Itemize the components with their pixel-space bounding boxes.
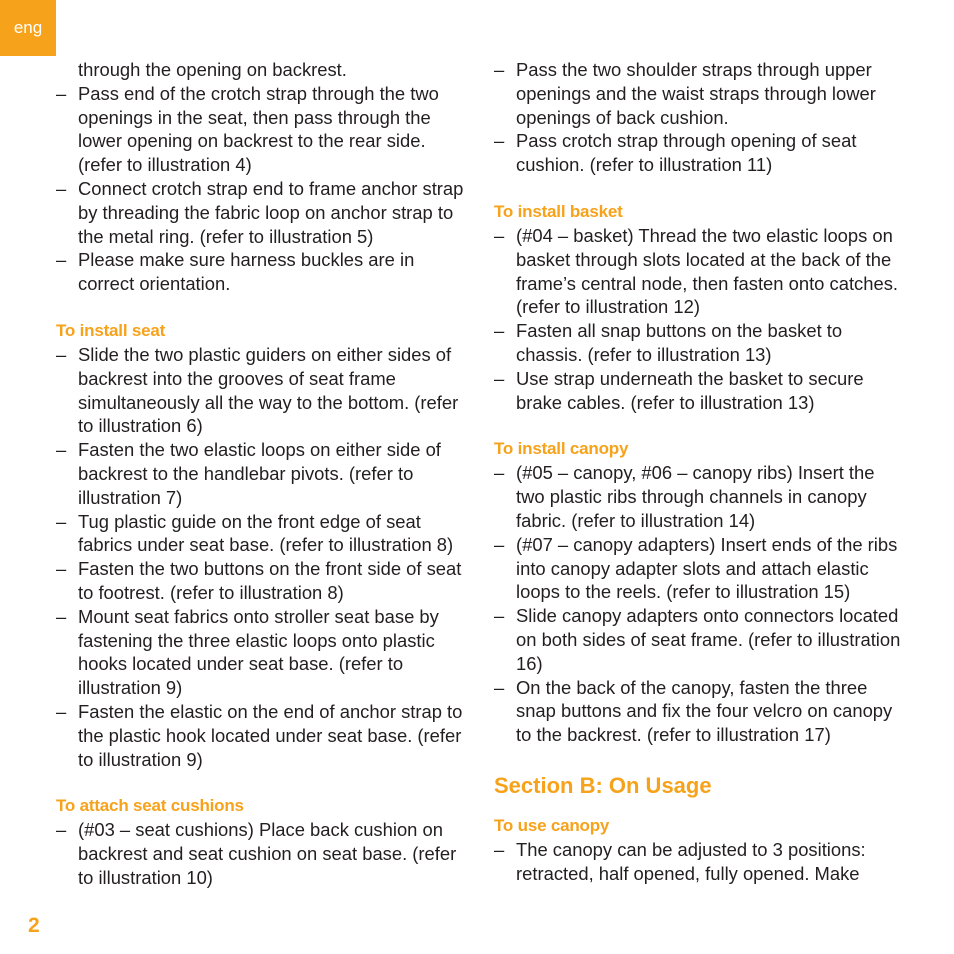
use-canopy-list <box>494 838 904 886</box>
right-column <box>494 58 904 886</box>
language-tab: eng <box>0 0 56 56</box>
list-item: – Tug plastic guide on the front edge of seat fabrics under seat base. (refer to illustration 8) <box>56 510 464 558</box>
list-item: – On the back of the canopy, fasten the three snap buttons and fix the four velcro on canopy to the backrest. (refer to illustration 17) <box>494 676 904 747</box>
list-item: – Pass end of the crotch strap through the two openings in the seat, then pass through the lower opening on backrest to the rear side. (refer to illustration 4) <box>56 82 464 177</box>
list-item: – Fasten the elastic on the end of anchor strap to the plastic hook located under seat base. (refer to illustration 9) <box>56 700 464 771</box>
list-item: – Fasten all snap buttons on the basket to chassis. (refer to illustration 13) <box>494 319 904 367</box>
list-item: – (#04 – basket) Thread the two elastic loops on basket through slots located at the back of the frame’s central node, then fasten onto catches. (refer to illustration 12) <box>494 224 904 319</box>
heading-attach-seat-cushions: To attach seat cushions <box>56 796 244 816</box>
list-item: – (#05 – canopy, #06 – canopy ribs) Insert the two plastic ribs through channels in canopy fabric. (refer to illustration 14) <box>494 461 904 532</box>
list-item: – Use strap underneath the basket to secure brake cables. (refer to illustration 13) <box>494 367 904 415</box>
install-canopy-list <box>494 461 904 747</box>
heading-install-basket: To install basket <box>494 201 623 221</box>
list-item: – Connect crotch strap end to frame anchor strap by threading the fabric loop on anchor strap to the metal ring. (refer to illustration 5) <box>56 177 464 248</box>
install-seat-list <box>56 343 464 771</box>
continuation-text: through the opening on backrest. <box>78 59 347 80</box>
list-item: – Slide the two plastic guiders on either sides of backrest into the grooves of seat frame simultaneously all the way to the bottom. (refer to illustration 6) <box>56 343 464 438</box>
list-item: – Fasten the two buttons on the front side of seat to footrest. (refer to illustration 8) <box>56 557 464 605</box>
list-item: – Mount seat fabrics onto stroller seat base by fastening the three elastic loops onto plastic hooks located under seat base. (refer to illustration 9) <box>56 605 464 700</box>
install-basket-list <box>494 224 904 414</box>
list-item: – The canopy can be adjusted to 3 positions: retracted, half opened, fully opened. Make <box>494 838 904 886</box>
heading-install-seat: To install seat <box>56 320 166 340</box>
list-item: – Fasten the two elastic loops on either side of backrest to the handlebar pivots. (refer to illustration 7) <box>56 438 464 509</box>
page-number: 2 <box>28 914 40 937</box>
cushion-straps-list <box>494 58 904 177</box>
list-item: – Pass the two shoulder straps through upper openings and the waist straps through lower openings of back cushion. <box>494 58 904 129</box>
list-item: – (#07 – canopy adapters) Insert ends of the ribs into canopy adapter slots and attach elastic loops to the reels. (refer to illustration 15) <box>494 533 904 604</box>
heading-use-canopy: To use canopy <box>494 815 610 835</box>
attach-cushions-list <box>56 818 464 889</box>
section-heading-usage: Section B: On Usage <box>494 772 712 798</box>
list-item: – Slide canopy adapters onto connectors located on both sides of seat frame. (refer to illustration 16) <box>494 604 904 675</box>
list-item: – Please make sure harness buckles are in correct orientation. <box>56 248 464 296</box>
left-column <box>56 58 464 890</box>
list-item: – (#03 – seat cushions) Place back cushion on backrest and seat cushion on seat base. (refer to illustration 10) <box>56 818 464 889</box>
list-item: – Pass crotch strap through opening of seat cushion. (refer to illustration 11) <box>494 129 904 177</box>
harness-list <box>56 82 464 296</box>
heading-install-canopy: To install canopy <box>494 439 629 459</box>
